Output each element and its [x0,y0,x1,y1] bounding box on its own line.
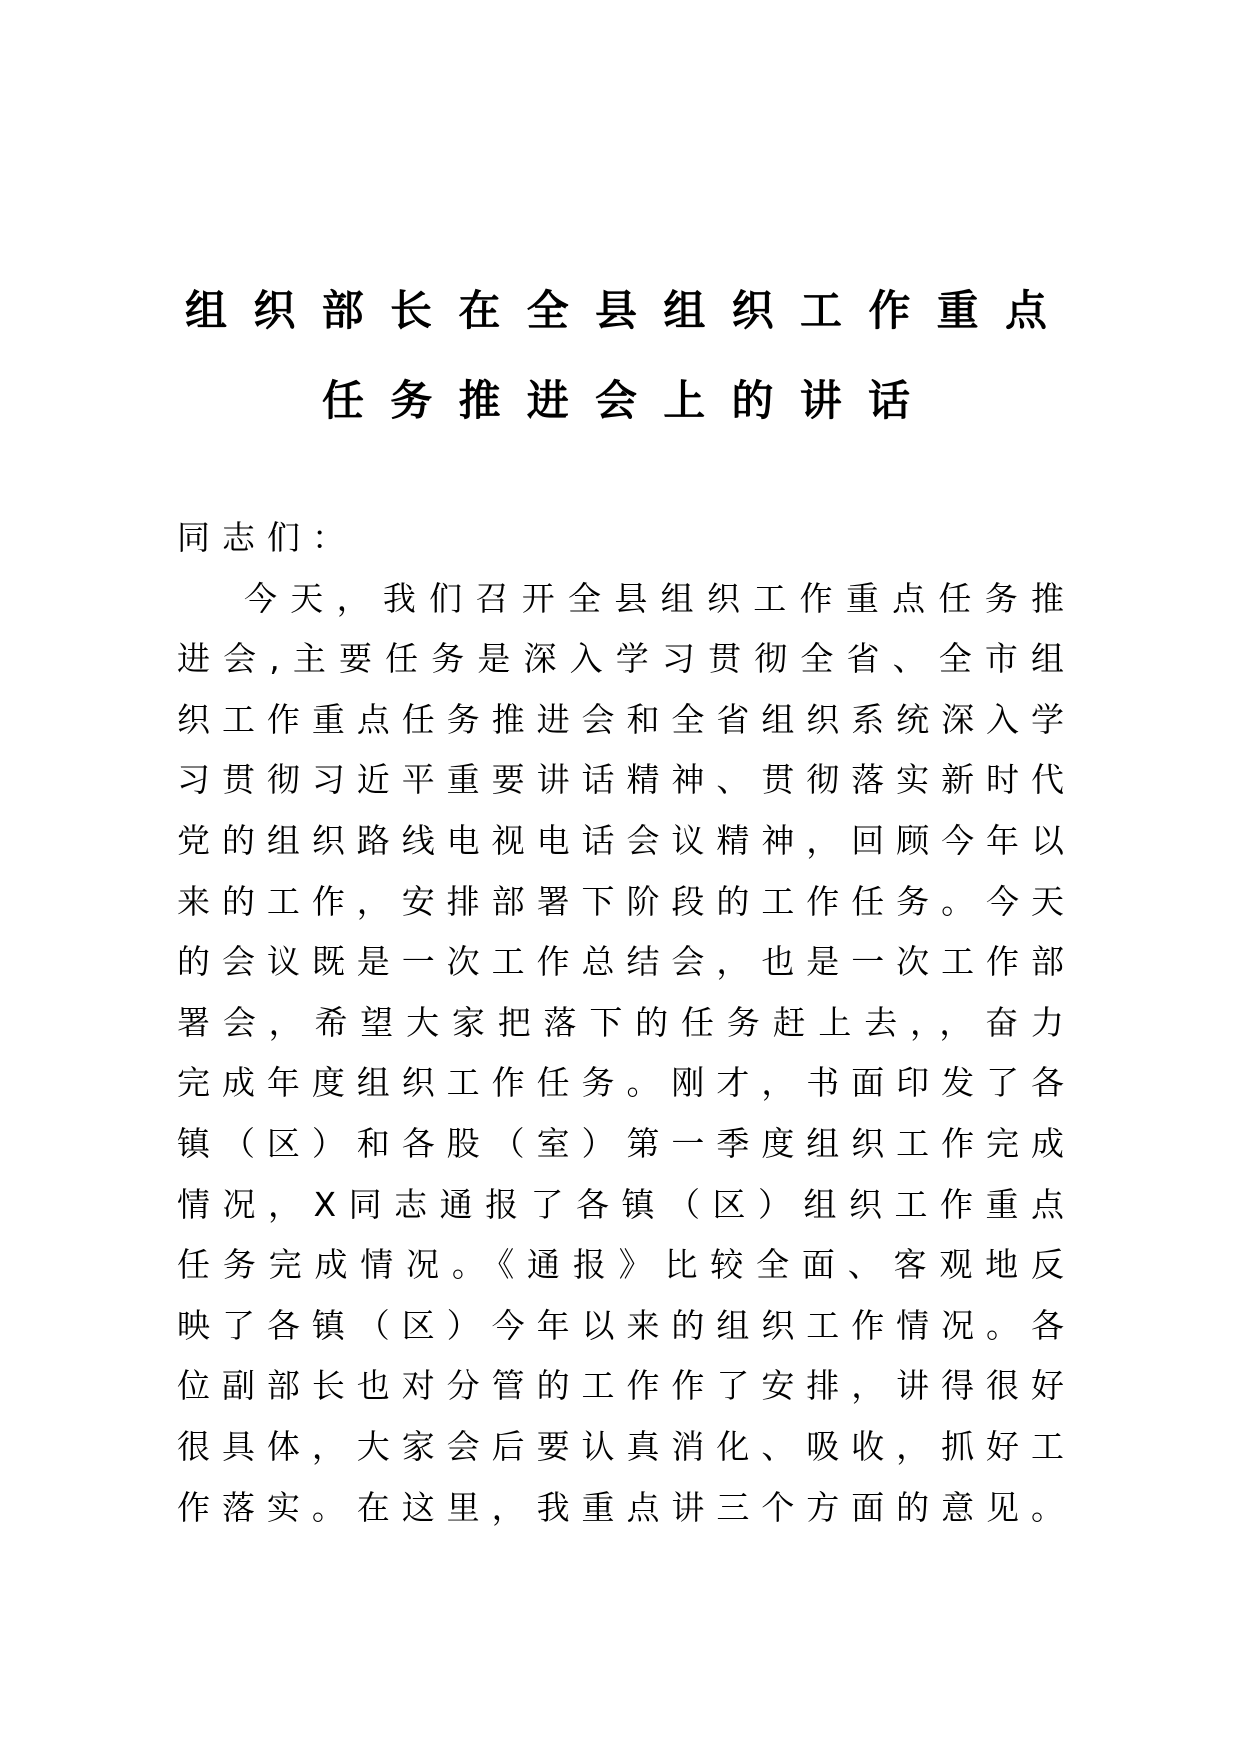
body-line: 镇（区）和各股（室）第一季度组织工作完成 [177,1123,1064,1163]
body-line: 今天，我们召开全县组织工作重点任务推 [244,578,1064,618]
salutation: 同志们： [177,518,357,557]
document-title-line-2: 任务推进会上的讲话 [322,376,910,425]
body-line: 来的工作，安排部署下阶段的工作任务。今天 [177,881,1064,921]
body-line: 很具体，大家会后要认真消化、吸收，抓好工 [177,1426,1064,1466]
body-line: 习贯彻习近平重要讲话精神、贯彻落实新时代 [177,760,1064,800]
body-line: 作落实。在这里，我重点讲三个方面的意见。 [177,1487,1064,1527]
body-line: 织工作重点任务推进会和全省组织系统深入学 [177,699,1064,739]
body-line: 党的组织路线电视电话会议精神，回顾今年以 [177,820,1064,860]
body-line: 情况，X同志通报了各镇（区）组织工作重点 [177,1184,1064,1224]
body-line: 映了各镇（区）今年以来的组织工作情况。各 [177,1305,1064,1345]
document-title-line-1: 组织部长在全县组织工作重点 [185,286,1047,335]
body-line: 位副部长也对分管的工作作了安排，讲得很好 [177,1366,1064,1406]
body-line: 完成年度组织工作任务。刚才，书面印发了各 [177,1063,1064,1103]
body-line: 的会议既是一次工作总结会，也是一次工作部 [177,942,1064,982]
body-line: 任务完成情况。《通报》比较全面、客观地反 [177,1245,1064,1285]
document-body [177,508,1064,1538]
body-line: 进会,主要任务是深入学习贯彻全省、全市组 [177,639,1064,679]
body-line: 署会，希望大家把落下的任务赶上去，，奋力 [177,1002,1064,1042]
